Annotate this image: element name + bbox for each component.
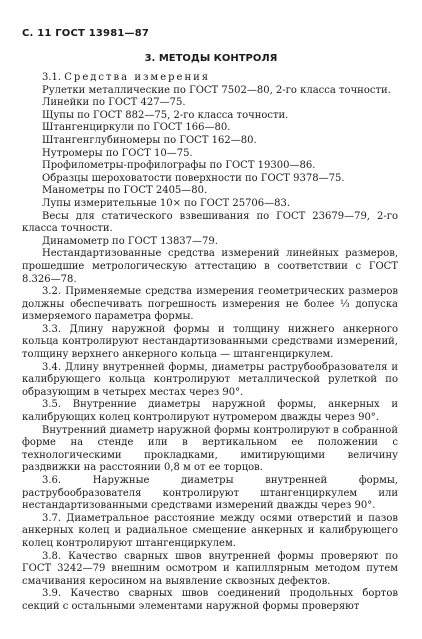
paragraph: Образцы шероховатости поверхности по ГОСТ 9378—75. xyxy=(42,172,345,184)
paragraph-3-1-heading xyxy=(22,72,398,85)
page-header: С. 11 ГОСТ 13981—87 xyxy=(22,28,150,39)
paragraph: Рулетки металлические по ГОСТ 7502—80, 2-го класса точности. xyxy=(42,84,391,96)
paragraph: Весы для статического взвешивания по ГОСТ 23679—79, 2-го класса точности. xyxy=(22,210,398,235)
paragraph: Профилометры-профилографы по ГОСТ 19300—86. xyxy=(42,160,316,172)
paragraph: Лупы измерительные 10× по ГОСТ 25706—83. xyxy=(42,197,291,209)
paragraph-3-3: 3.3. Длину наружной формы и толщину нижнего анкерного кольца контролируют нестандартизованными средствами измерений, толщину верхнего анкерного кольца — штангенциркулем. xyxy=(22,323,398,361)
paragraph-3-9: 3.9. Качество сварных швов соединений продольных бортов секций с остальными элементами наружной формы проверяют xyxy=(22,588,398,612)
paragraph: Штангенглубиномеры по ГОСТ 162—80. xyxy=(42,134,257,146)
paragraph: Динамометр по ГОСТ 13837—79. xyxy=(42,235,218,247)
paragraph: Нутромеры по ГОСТ 10—75. xyxy=(42,147,193,159)
paragraph: Внутренний диаметр наружной формы контролируют в собранной форме на стенде или в вертикальном ее положении с технологическими прокладками, имитирующими величину раздвижки на расстоянии 0,8 м от ее торцов. xyxy=(22,424,398,474)
paragraph: Штангенциркули по ГОСТ 166—80. xyxy=(42,122,231,134)
paragraph: Нестандартизованные средства измерений линейных размеров, прошедшие метрологическую аттестацию в соответствии с ГОСТ 8.326—78. xyxy=(22,248,398,285)
paragraph-text: Средства измерения xyxy=(64,72,211,83)
paragraph-3-4: 3.4. Длину внутренней формы, диаметры раструбообразователя и калибрующего кольца контролируют металлической рулеткой по образующим в четырех местах через 90°. xyxy=(22,361,398,398)
paragraph: Манометры по ГОСТ 2405—80. xyxy=(42,185,208,197)
section-title: 3. МЕТОДЫ КОНТРОЛЯ xyxy=(144,53,278,64)
paragraph: Щупы по ГОСТ 882—75, 2-го класса точности. xyxy=(42,109,289,121)
paragraph-3-5: 3.5. Внутренние диаметры наружной формы, анкерных и калибрующих колец контролируют нутромером дважды через 90°. xyxy=(22,399,398,424)
paragraph: Линейки по ГОСТ 427—75. xyxy=(42,97,186,109)
paragraph-3-6: 3.6. Наружные диаметры внутренней формы, раструбообразователя контролируют штангенциркулем или нестандартизованными средствами измерений дважды через 90°. xyxy=(22,475,398,512)
document-body xyxy=(22,72,398,614)
paragraph-3-7: 3.7. Диаметральное расстояние между осями отверстий и пазов анкерных колец и радиальное смещение анкерных и калибрующего колец контролируют штангенциркулем. xyxy=(22,512,398,549)
paragraph-3-2: 3.2. Применяемые средства измерения геометрических размеров должны обеспечивать погрешность измерения не более ⅓ допуска измеряемого параметра формы. xyxy=(22,286,398,323)
paragraph-number: 3.1. xyxy=(42,72,62,83)
paragraph-3-8: 3.8. Качество сварных швов внутренней формы проверяют по ГОСТ 3242—79 внешним осмотром и капиллярным методом путем смачивания керосином на выявление сквозных дефектов. xyxy=(22,550,398,587)
